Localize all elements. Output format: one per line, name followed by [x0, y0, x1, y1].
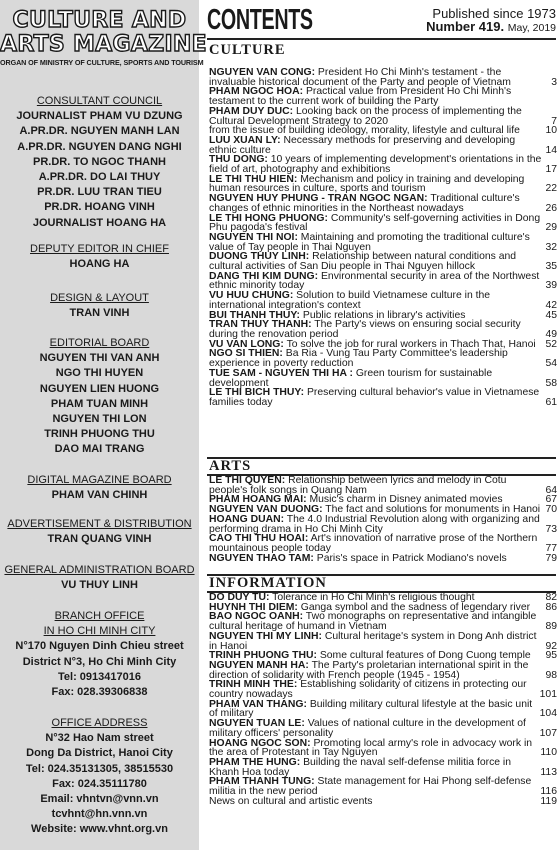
entry-author: TRINH MINH THE: [209, 679, 298, 691]
staff-name: NGUYEN THI LON [52, 413, 147, 426]
staff-section [0, 473, 199, 503]
staff-name: VU THUY LINH [61, 579, 138, 592]
entry-author: NGUYEN HUY PHUNG - TRAN NGOC NGAN: [209, 193, 428, 205]
entry-author: LE THI QUYEN: [209, 475, 286, 486]
toc-entry[interactable] [209, 739, 557, 758]
toc-entry[interactable] [209, 661, 557, 680]
toc-entry[interactable] [209, 680, 557, 699]
entry-title: To solve the job for rural workers in Thach That, Hanoi [286, 338, 536, 350]
entry-author: CAO THI THU HOAI: [209, 533, 309, 545]
entry-author: BAO NGOC OANH: [209, 611, 304, 623]
staff-name: PR.DR. LUU TRAN TIEU [37, 186, 162, 199]
entry-page: 70 [545, 504, 557, 516]
entry-page: 89 [545, 621, 557, 633]
entry-title: News on cultural and artistic events [209, 795, 373, 807]
entry-author: PHAM VAN THANG: [209, 698, 307, 710]
toc-entry[interactable] [209, 612, 557, 631]
toc-entry[interactable] [209, 797, 557, 807]
entry-author: DANG THI KIM DUNG: [209, 270, 319, 282]
entry-page: 110 [540, 747, 557, 759]
staff-section [0, 336, 199, 458]
entry-title: Relationship between lyrics and melody in Cotu people's folk songs in Quang Nam [209, 475, 507, 496]
staff-section [0, 563, 199, 593]
entry-title: Paris's space in Patrick Modiano's novels [316, 552, 507, 564]
staff-section [0, 609, 199, 700]
staff-name: A.PR.DR. NGUYEN MANH LAN [19, 125, 180, 138]
toc-entry[interactable] [209, 534, 557, 553]
entry-page: 104 [539, 708, 557, 720]
entry-page: 32 [545, 241, 557, 253]
magazine-title-line1: CULTURE AND [12, 8, 187, 33]
entry-page: 113 [540, 766, 557, 778]
entry-title: Solution to build Vietnamese culture in the international integration's context [209, 290, 491, 311]
entry-author: VU VAN LONG: [209, 338, 284, 350]
toc-entry[interactable] [209, 68, 557, 87]
entry-title: President Ho Chi Minh's testament - the invaluable historical document of the Party and people of Vietnam [209, 67, 511, 88]
entry-title: The fact and solutions for monuments in Hanoi [325, 504, 541, 516]
entry-page: 45 [545, 309, 557, 321]
section-title: ARTS [209, 458, 252, 474]
entry-author: NGUYEN MANH HA: [209, 659, 309, 671]
entry-author: PHAM THANH TUNG: [209, 776, 315, 788]
entry-author: HOANG NGOC SON: [209, 737, 311, 749]
entry-title: Traditional culture's changes of ethnic minorities in the Northeast nowadays [209, 193, 520, 214]
toc-entry[interactable] [209, 476, 557, 495]
contents-title: CONTENTS [207, 4, 313, 36]
staff-name: NGO THI HUYEN [55, 367, 144, 380]
entry-page: 82 [545, 592, 557, 603]
section-rule [207, 457, 556, 459]
staff-name: DAO MAI TRANG [54, 443, 145, 456]
entry-author: PHAM NGOC HOA: [209, 86, 304, 98]
toc-entry[interactable] [209, 87, 557, 106]
entry-page: 49 [545, 328, 557, 340]
staff-name: Fax: 028.39306838 [51, 686, 148, 699]
entry-author: BUI THANH THUY: [209, 309, 301, 321]
entry-author: NGUYEN THAO TAM: [209, 552, 314, 564]
entry-author: HUYNH THI DIEM: [209, 601, 298, 613]
entry-page: 119 [540, 795, 557, 807]
entry-page: 107 [539, 727, 557, 739]
staff-name: PR.DR. TO NGOC THANH [32, 155, 167, 168]
toc-entry[interactable] [209, 155, 557, 174]
publication-info [426, 7, 556, 35]
staff-name: PHAM TUAN MINH [50, 397, 149, 410]
entry-page: 14 [545, 144, 557, 156]
staff-name: NGUYEN LIEN HUONG [39, 382, 160, 395]
toc-entry[interactable] [209, 272, 557, 291]
entry-title: Cultural heritage's system in Dong Anh district in Hanoi [209, 630, 537, 652]
published-since: Published since 1973 [432, 6, 556, 21]
entry-author: PHAM HOANG MAI: [209, 494, 307, 506]
staff-section [0, 242, 199, 272]
entry-page: 95 [545, 650, 557, 662]
toc-entry[interactable] [209, 320, 557, 339]
section-rule [207, 38, 556, 40]
toc-entry[interactable] [209, 214, 557, 233]
toc-entry[interactable] [209, 107, 557, 126]
entry-title: The 4.0 Industrial Revolution along with organizing and performing drama in Ho Chi Minh City [209, 513, 540, 535]
staff-section-heading: EDITORIAL BOARD [49, 337, 150, 349]
entry-author: DO DUY TU: [209, 592, 270, 603]
entry-title: Looking back on the process of implementing the Cultural Development Strategy to 2020 [209, 105, 522, 127]
toc-entry[interactable] [209, 136, 557, 155]
staff-name: Tel: 0913417016 [58, 670, 141, 683]
entry-page: 98 [545, 669, 557, 681]
entry-page: 17 [545, 164, 557, 176]
entry-title: 10 years of implementing development's orientations in the field of art, photography and exhibitions [209, 154, 542, 176]
section-entries [209, 68, 557, 408]
entry-author: DUONG THUY LINH: [209, 251, 310, 263]
entry-author: NGUYEN THI NOI: [209, 231, 298, 243]
entry-page: 61 [545, 396, 557, 408]
entry-author: LE THI HONG PHUONG: [209, 212, 328, 224]
section-entries [209, 476, 557, 563]
entry-author: TUE SAM - NGUYEN THI HA : [209, 367, 353, 379]
entry-page: 7 [551, 115, 557, 127]
entry-title: Two monographs on representative and intangible cultural heritage of humand in Vietnam [209, 611, 537, 633]
staff-section-heading: ADVERTISEMENT & DISTRIBUTION [7, 518, 192, 530]
entry-page: 26 [545, 202, 557, 214]
entry-title: Ganga symbol and the sadness of legendary river [300, 601, 531, 613]
staff-name: NGUYEN THI VAN ANH [39, 352, 160, 365]
staff-section-heading: CONSULTANT COUNCIL [36, 95, 163, 107]
toc-entry[interactable] [209, 194, 557, 213]
staff-name: JOURNALIST PHAM VU DZUNG [16, 110, 183, 123]
entry-author: NGO SI THIEN: [209, 348, 283, 360]
entry-title: Some cultural features of Dong Cuong temple [319, 650, 531, 662]
staff-section [0, 517, 199, 547]
entry-page: 22 [545, 183, 557, 195]
entry-title: from the issue of building ideology, morality, lifestyle and cultural life [209, 125, 520, 137]
entry-page: 67 [545, 494, 557, 506]
entry-title: Public relations in library's activities [302, 309, 466, 321]
toc-entry[interactable] [209, 291, 557, 310]
entry-title: Promoting local army's role in advocacy work in the area of Protestant in Tay Nguyen [209, 737, 533, 759]
staff-name: A.PR.DR. NGUYEN DANG NGHI [17, 140, 182, 153]
entry-page: 101 [539, 689, 557, 701]
entry-author: LUU XUAN LY: [209, 134, 281, 146]
toc-entry[interactable] [209, 369, 557, 388]
staff-section [0, 716, 199, 838]
contents-panel [207, 0, 558, 850]
staff-name: N°170 Nguyen Dinh Chieu street [15, 640, 184, 653]
entry-author: LE THI BICH THUY: [209, 387, 305, 399]
entry-title: Preserving cultural behavior's value in Vietnamese families today [209, 387, 540, 408]
staff-section-heading: BRANCH OFFICE [54, 610, 145, 622]
entry-title: Necessary methods for preserving and developing ethnic culture [209, 134, 516, 156]
entry-author: VU HUU CHUNG: [209, 290, 294, 302]
staff-name: District N°3, Ho Chi Minh City [22, 655, 177, 668]
entry-author: HOANG DUAN: [209, 513, 285, 525]
staff-name: PR.DR. HOANG VINH [44, 201, 155, 214]
entry-page: 54 [545, 358, 557, 370]
section-entries [209, 593, 557, 806]
entry-page: 52 [545, 338, 557, 350]
entry-author: NGUYEN VAN DUONG: [209, 504, 323, 516]
staff-section-heading: DIGITAL MAGAZINE BOARD [27, 474, 172, 486]
entry-author: NGUYEN TUAN LE: [209, 718, 305, 730]
section-title: CULTURE [209, 42, 286, 58]
entry-title: Relationship between natural conditions and cultural activities of San Diu people in Thai Nguyen hillock [209, 251, 517, 273]
organ-line: ORGAN OF MINISTRY OF CULTURE, SPORTS AND TOURISM [0, 58, 204, 67]
entry-title: State management for Hai Phong self-defense militia in the new period [209, 776, 532, 798]
issue-number-text: Number 419. [426, 19, 505, 34]
toc-entry[interactable] [209, 233, 557, 252]
issue-date: May, 2019 [507, 22, 556, 34]
toc-entry[interactable] [209, 719, 557, 738]
entry-author: NGUYEN THI MY LINH: [209, 630, 322, 642]
entry-page: 77 [545, 542, 557, 554]
entry-author: PHAM THE HUNG: [209, 756, 301, 768]
toc-entry[interactable] [209, 175, 557, 194]
entry-author: TRINH PHUONG THU: [209, 650, 317, 662]
staff-name: Website: www.vhnt.org.vn [31, 823, 168, 836]
entry-title: Art's innovation of narrative prose of the Northern mountainous people today [209, 533, 538, 554]
staff-section-heading: OFFICE ADDRESS [51, 717, 148, 729]
entry-page: 73 [545, 523, 557, 535]
entry-page: 86 [545, 601, 557, 613]
entry-page: 3 [551, 76, 557, 88]
entry-author: NGUYEN VAN CONG: [209, 67, 316, 78]
staff-name: Email: vhntvn@vnn.vn [40, 793, 159, 806]
entry-author: PHAM DUY DUC: [209, 105, 294, 117]
entry-title: The Party's proletarian international spirit in the direction of solidarity with French people (1945 - 1954) [209, 659, 529, 681]
entry-page: 39 [545, 280, 557, 292]
entry-page: 58 [545, 377, 557, 389]
entry-title: Building military cultural lifestyle at the basic unit of military [209, 698, 533, 720]
toc-entry[interactable] [209, 349, 557, 368]
entry-author: LE THI THU HIEN: [209, 173, 298, 185]
entry-title: Community's self-governing activities in Dong Phu pagoda's festival [209, 212, 541, 234]
masthead-sidebar [0, 0, 207, 850]
entry-page: 116 [540, 786, 557, 798]
staff-name: TRINH PHUONG THU [44, 428, 155, 441]
toc-entry[interactable] [209, 700, 557, 719]
entry-title: The Party's views on ensuring social security during the renovation period [209, 319, 521, 340]
entry-page: 29 [545, 222, 557, 234]
staff-name: TRAN VINH [69, 307, 130, 320]
staff-section-heading: GENERAL ADMINISTRATION BOARD [4, 564, 195, 576]
entry-title: Green tourism for sustainable development [209, 367, 493, 389]
entry-page: 64 [545, 484, 557, 496]
staff-name: JOURNALIST HOANG HA [32, 216, 167, 229]
entry-title: Tolerance in Ho Chi Minh's religious thought [272, 592, 475, 603]
entry-page: 10 [545, 125, 557, 137]
toc-entry[interactable] [209, 777, 557, 796]
entry-author: THU DONG: [209, 154, 268, 166]
magazine-title-line2: ARTS MAGAZINE [0, 32, 207, 57]
toc-entry[interactable] [209, 515, 557, 534]
staff-section-heading: DEPUTY EDITOR IN CHIEF [30, 243, 169, 255]
staff-name: Fax: 024.35111780 [52, 777, 147, 790]
entry-page: 92 [545, 640, 557, 652]
issue-number [426, 20, 556, 35]
staff-section [0, 291, 199, 321]
staff-name: A.PR.DR. DO LAI THUY [38, 171, 161, 184]
entry-title: Ba Ria - Vung Tau Party Committee's leadership experience in poverty reduction [209, 348, 508, 370]
toc-entry[interactable] [209, 554, 557, 564]
entry-title: Building the naval self-defense militia force in Khanh Hoa today [209, 756, 512, 778]
entry-title: Values of national culture in the development of military officers' personality [209, 718, 526, 739]
staff-name: PHAM VAN CHINH [51, 489, 148, 502]
staff-section [0, 94, 199, 231]
staff-name: Dong Da District, Hanoi City [26, 747, 173, 760]
entry-title: Environmental security in area of the Northwest ethnic minority today [209, 270, 540, 292]
toc-entry[interactable] [209, 252, 557, 271]
toc-entry[interactable] [209, 388, 557, 407]
entry-title: Practical value from President Ho Chi Minh's testament to the current work of building the Party [209, 86, 512, 108]
staff-name: HOANG HA [69, 258, 130, 271]
staff-section-subheading: IN HO CHI MINH CITY [43, 625, 156, 638]
entry-title: Music's charm in Disney animated movies [309, 494, 503, 506]
entry-page: 79 [545, 552, 557, 564]
toc-entry[interactable] [209, 758, 557, 777]
entry-title: Maintaining and promoting the traditional culture's value of Tay people in Thai Nguyen [209, 231, 530, 253]
toc-entry[interactable] [209, 632, 557, 651]
entry-page: 42 [545, 299, 557, 311]
entry-title: Establishing solidarity of citizens in protecting our country nowadays [209, 679, 527, 701]
staff-name: tcvhnt@hn.vnn.vn [51, 808, 148, 821]
staff-section-heading: DESIGN & LAYOUT [50, 292, 149, 304]
entry-page: 35 [545, 261, 557, 273]
staff-name: N°32 Hao Nam street [45, 732, 154, 745]
entry-title: Mechanism and policy in training and developing human resources in culture, sports and tourism [209, 173, 525, 195]
staff-name: Tel: 024.35131305, 38515530 [25, 762, 174, 775]
staff-name: TRAN QUANG VINH [47, 533, 152, 546]
entry-author: TRAN THUY THANH: [209, 319, 312, 331]
section-title: INFORMATION [209, 575, 327, 591]
